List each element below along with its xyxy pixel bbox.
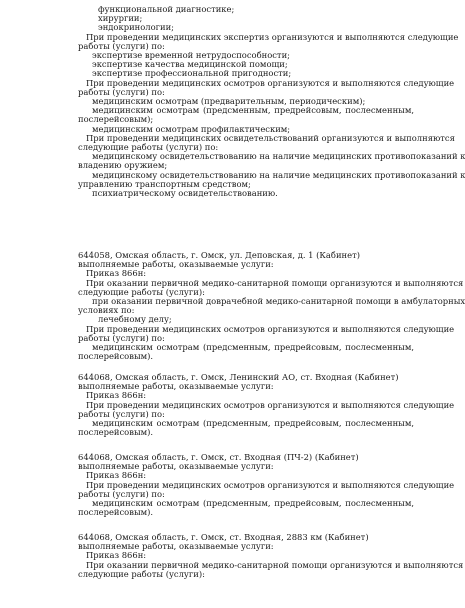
text-line: послерейсовым); <box>78 114 154 125</box>
text-line: 644068, Омская область, г. Омск, ст. Входная (ПЧ-2) (Кабинет) <box>78 452 359 462</box>
text-line: При проведении медицинских освидетельствований организуются и выполняются <box>86 132 455 143</box>
text-line: экспертизе качества медицинской помощи; <box>92 59 288 70</box>
text-line: При оказании первичной медико-санитарной помощи организуются и выполняются <box>86 277 464 288</box>
text-line: медицинскому освидетельствованию на наличие медицинских противопоказаний к <box>92 151 465 162</box>
text-line: хирургии; <box>98 13 143 24</box>
text-line: Приказ 866н: <box>86 550 147 561</box>
text-line: послерейсовым). <box>78 507 154 518</box>
text-line: экспертизе профессиональной пригодности; <box>92 68 292 79</box>
text-line: Приказ 866н: <box>86 268 147 279</box>
section-address-leninsky-vhodnaya <box>78 372 455 438</box>
text-line: медицинским осмотрам (предсменным, предрейсовым, послесменным, <box>92 105 414 116</box>
text-line: при оказании первичной доврачебной медико-санитарной помощи в амбулаторных <box>92 296 465 307</box>
text-line: владению оружием; <box>78 160 168 171</box>
text-line: При проведении медицинских осмотров организуются и выполняются следующие <box>86 479 455 490</box>
text-line: работы (услуги) по: <box>78 86 165 97</box>
text-line: эндокринологии; <box>98 22 175 33</box>
text-line: экспертизе временной нетрудоспособности; <box>92 50 290 61</box>
text-line: следующие работы (услуги) по: <box>78 142 219 153</box>
text-line: выполняемые работы, оказываемые услуги: <box>78 381 274 392</box>
text-line: работы (услуги) по: <box>78 408 165 419</box>
text-line: выполняемые работы, оказываемые услуги: <box>78 461 274 472</box>
section-address-vhodnaya-2883km <box>78 532 464 579</box>
text-line: работы (услуги) по: <box>78 40 165 51</box>
text-line: следующие работы (услуги): <box>78 286 205 297</box>
text-line: медицинским осмотрам (предварительным, периодическим); <box>92 96 366 107</box>
text-line: управлению транспортным средством; <box>78 178 251 189</box>
text-line: медицинским осмотрам (предсменным, предрейсовым, послесменным, <box>92 342 414 353</box>
text-line: медицинским осмотрам (предсменным, предрейсовым, послесменным, <box>92 498 414 509</box>
text-line: 644068, Омская область, г. Омск, Ленинский АО, ст. Входная (Кабинет) <box>78 372 399 382</box>
text-line: лечебному делу; <box>98 314 172 325</box>
text-line: работы (услуги) по: <box>78 332 165 343</box>
text-line: 644058, Омская область, г. Омск, ул. Деповская, д. 1 (Кабинет) <box>78 250 360 260</box>
text-line: психиатрическому освидетельствованию. <box>92 188 278 199</box>
text-line: условиях по: <box>78 305 135 316</box>
text-line: работы (услуги) по: <box>78 488 165 499</box>
section-activities-continued <box>78 4 465 199</box>
text-line: При проведении медицинских осмотров организуются и выполняются следующие <box>86 323 455 334</box>
text-line: следующие работы (услуги): <box>78 568 205 579</box>
text-line: послерейсовым). <box>78 427 154 438</box>
text-line: При проведении медицинских экспертиз организуются и выполняются следующие <box>86 31 459 42</box>
text-line: послерейсовым). <box>78 351 154 362</box>
text-line: При оказании первичной медико-санитарной помощи организуются и выполняются <box>86 559 464 570</box>
text-line: медицинским осмотрам профилактическим; <box>92 123 291 134</box>
text-line: Приказ 866н: <box>86 390 147 401</box>
section-address-deposkaya <box>78 250 465 362</box>
text-line: медицинским осмотрам (предсменным, предрейсовым, послесменным, <box>92 418 414 429</box>
text-line: Приказ 866н: <box>86 470 147 481</box>
text-line: При проведении медицинских осмотров организуются и выполняются следующие <box>86 77 455 88</box>
text-line: При проведении медицинских осмотров организуются и выполняются следующие <box>86 399 455 410</box>
text-line: выполняемые работы, оказываемые услуги: <box>78 259 274 270</box>
text-line: функциональной диагностике; <box>98 4 235 14</box>
section-address-vhodnaya-pch2 <box>78 452 455 518</box>
text-line: выполняемые работы, оказываемые услуги: <box>78 541 274 552</box>
text-line: 644068, Омская область, г. Омск, ст. Входная, 2883 км (Кабинет) <box>78 532 369 542</box>
text-line: медицинскому освидетельствованию на наличие медицинских противопоказаний к <box>92 169 465 180</box>
